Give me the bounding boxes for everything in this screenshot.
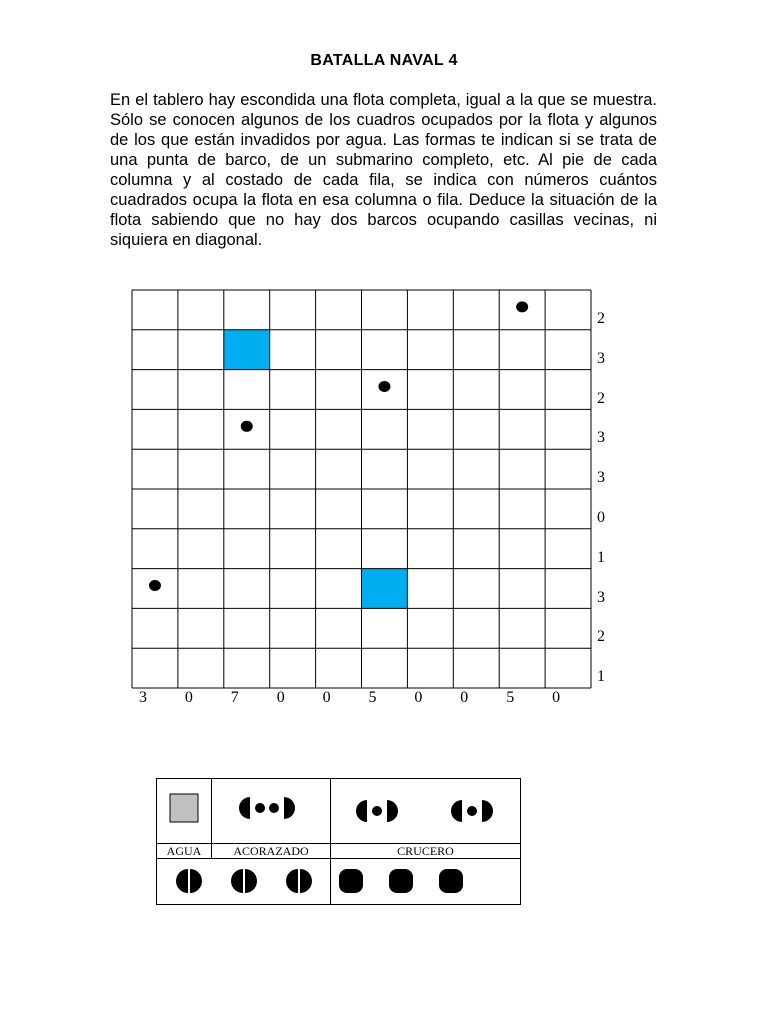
column-count: 0 bbox=[460, 689, 469, 706]
column-count: 0 bbox=[276, 689, 285, 706]
row-count: 3 bbox=[597, 469, 605, 487]
column-count: 0 bbox=[322, 689, 331, 706]
column-count: 0 bbox=[552, 689, 561, 706]
submarine-icon bbox=[387, 867, 415, 895]
submarine-marker bbox=[241, 421, 253, 432]
column-count: 5 bbox=[368, 689, 377, 706]
row-count: 2 bbox=[597, 628, 605, 646]
column-count: 0 bbox=[414, 689, 423, 706]
row-count: 2 bbox=[597, 310, 605, 327]
submarine-icon bbox=[437, 867, 465, 895]
column-count: 7 bbox=[230, 689, 239, 706]
legend-destroyer-cell bbox=[157, 858, 331, 904]
water-swatch-icon bbox=[169, 793, 199, 823]
row-count: 3 bbox=[597, 349, 605, 367]
legend-label-crucero: CRUCERO bbox=[331, 843, 521, 858]
water-cell bbox=[362, 569, 408, 609]
row-count: 0 bbox=[597, 509, 605, 526]
battleship-icon bbox=[236, 793, 306, 823]
row-count: 2 bbox=[597, 389, 605, 407]
instructions-paragraph: En el tablero hay escondida una flota completa, igual a la que se muestra. Sólo se conocen algunos de los cuadros ocupados por la flota y algunos de los que están invadidos por agua. Las formas te indican si se trata de una punta de barco, de un submarino completo, etc. Al pie de cada columna y al costado de cada fila, se indica con números cuántos cuadrados ocupa la flota en esa columna o fila. Deduce la situación de la flota sabiendo que no hay dos barcos ocupando casillas vecinas, ni siquiera en diagonal. bbox=[110, 91, 657, 249]
water-cell bbox=[224, 330, 270, 370]
destroyer-icon bbox=[284, 866, 314, 896]
legend-submarine-cell bbox=[331, 858, 521, 904]
column-count: 5 bbox=[506, 689, 515, 706]
row-count: 3 bbox=[597, 588, 605, 606]
cruiser-icon bbox=[448, 796, 498, 826]
destroyer-icon bbox=[229, 866, 259, 896]
cruiser-icon bbox=[353, 796, 403, 826]
submarine-marker bbox=[149, 580, 161, 591]
legend-label-acorazado: ACORAZADO bbox=[212, 843, 331, 858]
legend-label-agua: AGUA bbox=[157, 843, 212, 858]
submarine-icon bbox=[337, 867, 365, 895]
submarine-marker bbox=[516, 301, 528, 312]
fleet-legend bbox=[156, 778, 521, 905]
legend-water-cell bbox=[157, 779, 212, 844]
row-count: 1 bbox=[597, 548, 605, 566]
page-title: BATALLA NAVAL 4 bbox=[310, 52, 458, 69]
legend-cruiser-cell bbox=[331, 779, 521, 844]
row-count: 3 bbox=[597, 429, 605, 447]
legend-battleship-cell bbox=[212, 779, 331, 844]
row-count: 1 bbox=[597, 668, 605, 686]
destroyer-icon bbox=[174, 866, 204, 896]
submarine-marker bbox=[378, 381, 390, 392]
column-count: 0 bbox=[184, 689, 193, 706]
column-count: 3 bbox=[139, 689, 147, 706]
